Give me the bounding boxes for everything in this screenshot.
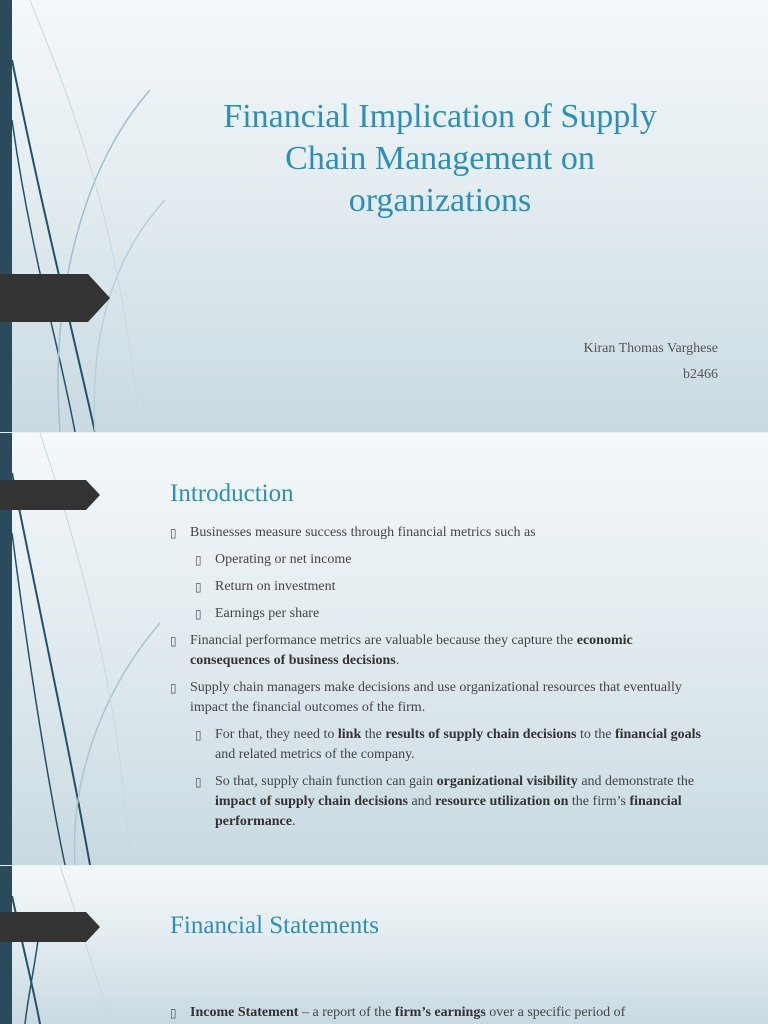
list-item: ▯ Financial performance metrics are valuable because they capture the economic consequences of business decisions.: [170, 633, 633, 668]
bullet-icon: ▯: [195, 553, 202, 567]
slide-tab-marker: [0, 912, 100, 942]
bullet-icon: ▯: [195, 580, 202, 594]
title-slide: [0, 0, 768, 432]
introduction-slide: [0, 433, 768, 865]
list-item: ▯ So that, supply chain function can gain organizational visibility and demonstrate the impact of supply chain decisions and resource utilization on the firm’s financial performance.: [195, 774, 695, 829]
author-id: b2466: [683, 367, 718, 382]
financial-statements-slide: [0, 866, 768, 1024]
slide-heading: Introduction: [170, 480, 294, 507]
slide-tab-marker: [0, 480, 100, 510]
list-item: ▯ Return on investment: [195, 577, 715, 597]
bullet-icon: ▯: [195, 775, 202, 789]
list-item: ▯ Income Statement – a report of the firm’s earnings over a specific period of: [170, 1003, 715, 1023]
author-name: Kiran Thomas Varghese: [583, 341, 718, 356]
slide-heading: Financial Statements: [170, 912, 379, 939]
presentation-title: Financial Implication of Supply Chain Management on organizations: [223, 98, 657, 219]
slide-tab-marker: [0, 274, 110, 322]
bullet-icon: ▯: [195, 607, 202, 621]
list-item: ▯ Supply chain managers make decisions and use organizational resources that eventually impact the financial outcomes of the firm.: [170, 680, 682, 715]
decorative-curves: [0, 866, 240, 1024]
bullet-list: [170, 1003, 715, 1024]
bullet-icon: ▯: [170, 1006, 177, 1020]
bullet-icon: ▯: [170, 526, 177, 540]
bullet-list: [170, 523, 715, 839]
bullet-icon: ▯: [170, 634, 177, 648]
presenter-block: [583, 336, 718, 388]
list-item: ▯ Businesses measure success through financial metrics such as: [170, 523, 715, 543]
list-item: ▯ For that, they need to link the results of supply chain decisions to the financial goals and related metrics of the company.: [195, 727, 701, 762]
list-item: ▯ Earnings per share: [195, 604, 715, 624]
bullet-icon: ▯: [195, 728, 202, 742]
list-item: ▯ Operating or net income: [195, 550, 715, 570]
bullet-icon: ▯: [170, 681, 177, 695]
